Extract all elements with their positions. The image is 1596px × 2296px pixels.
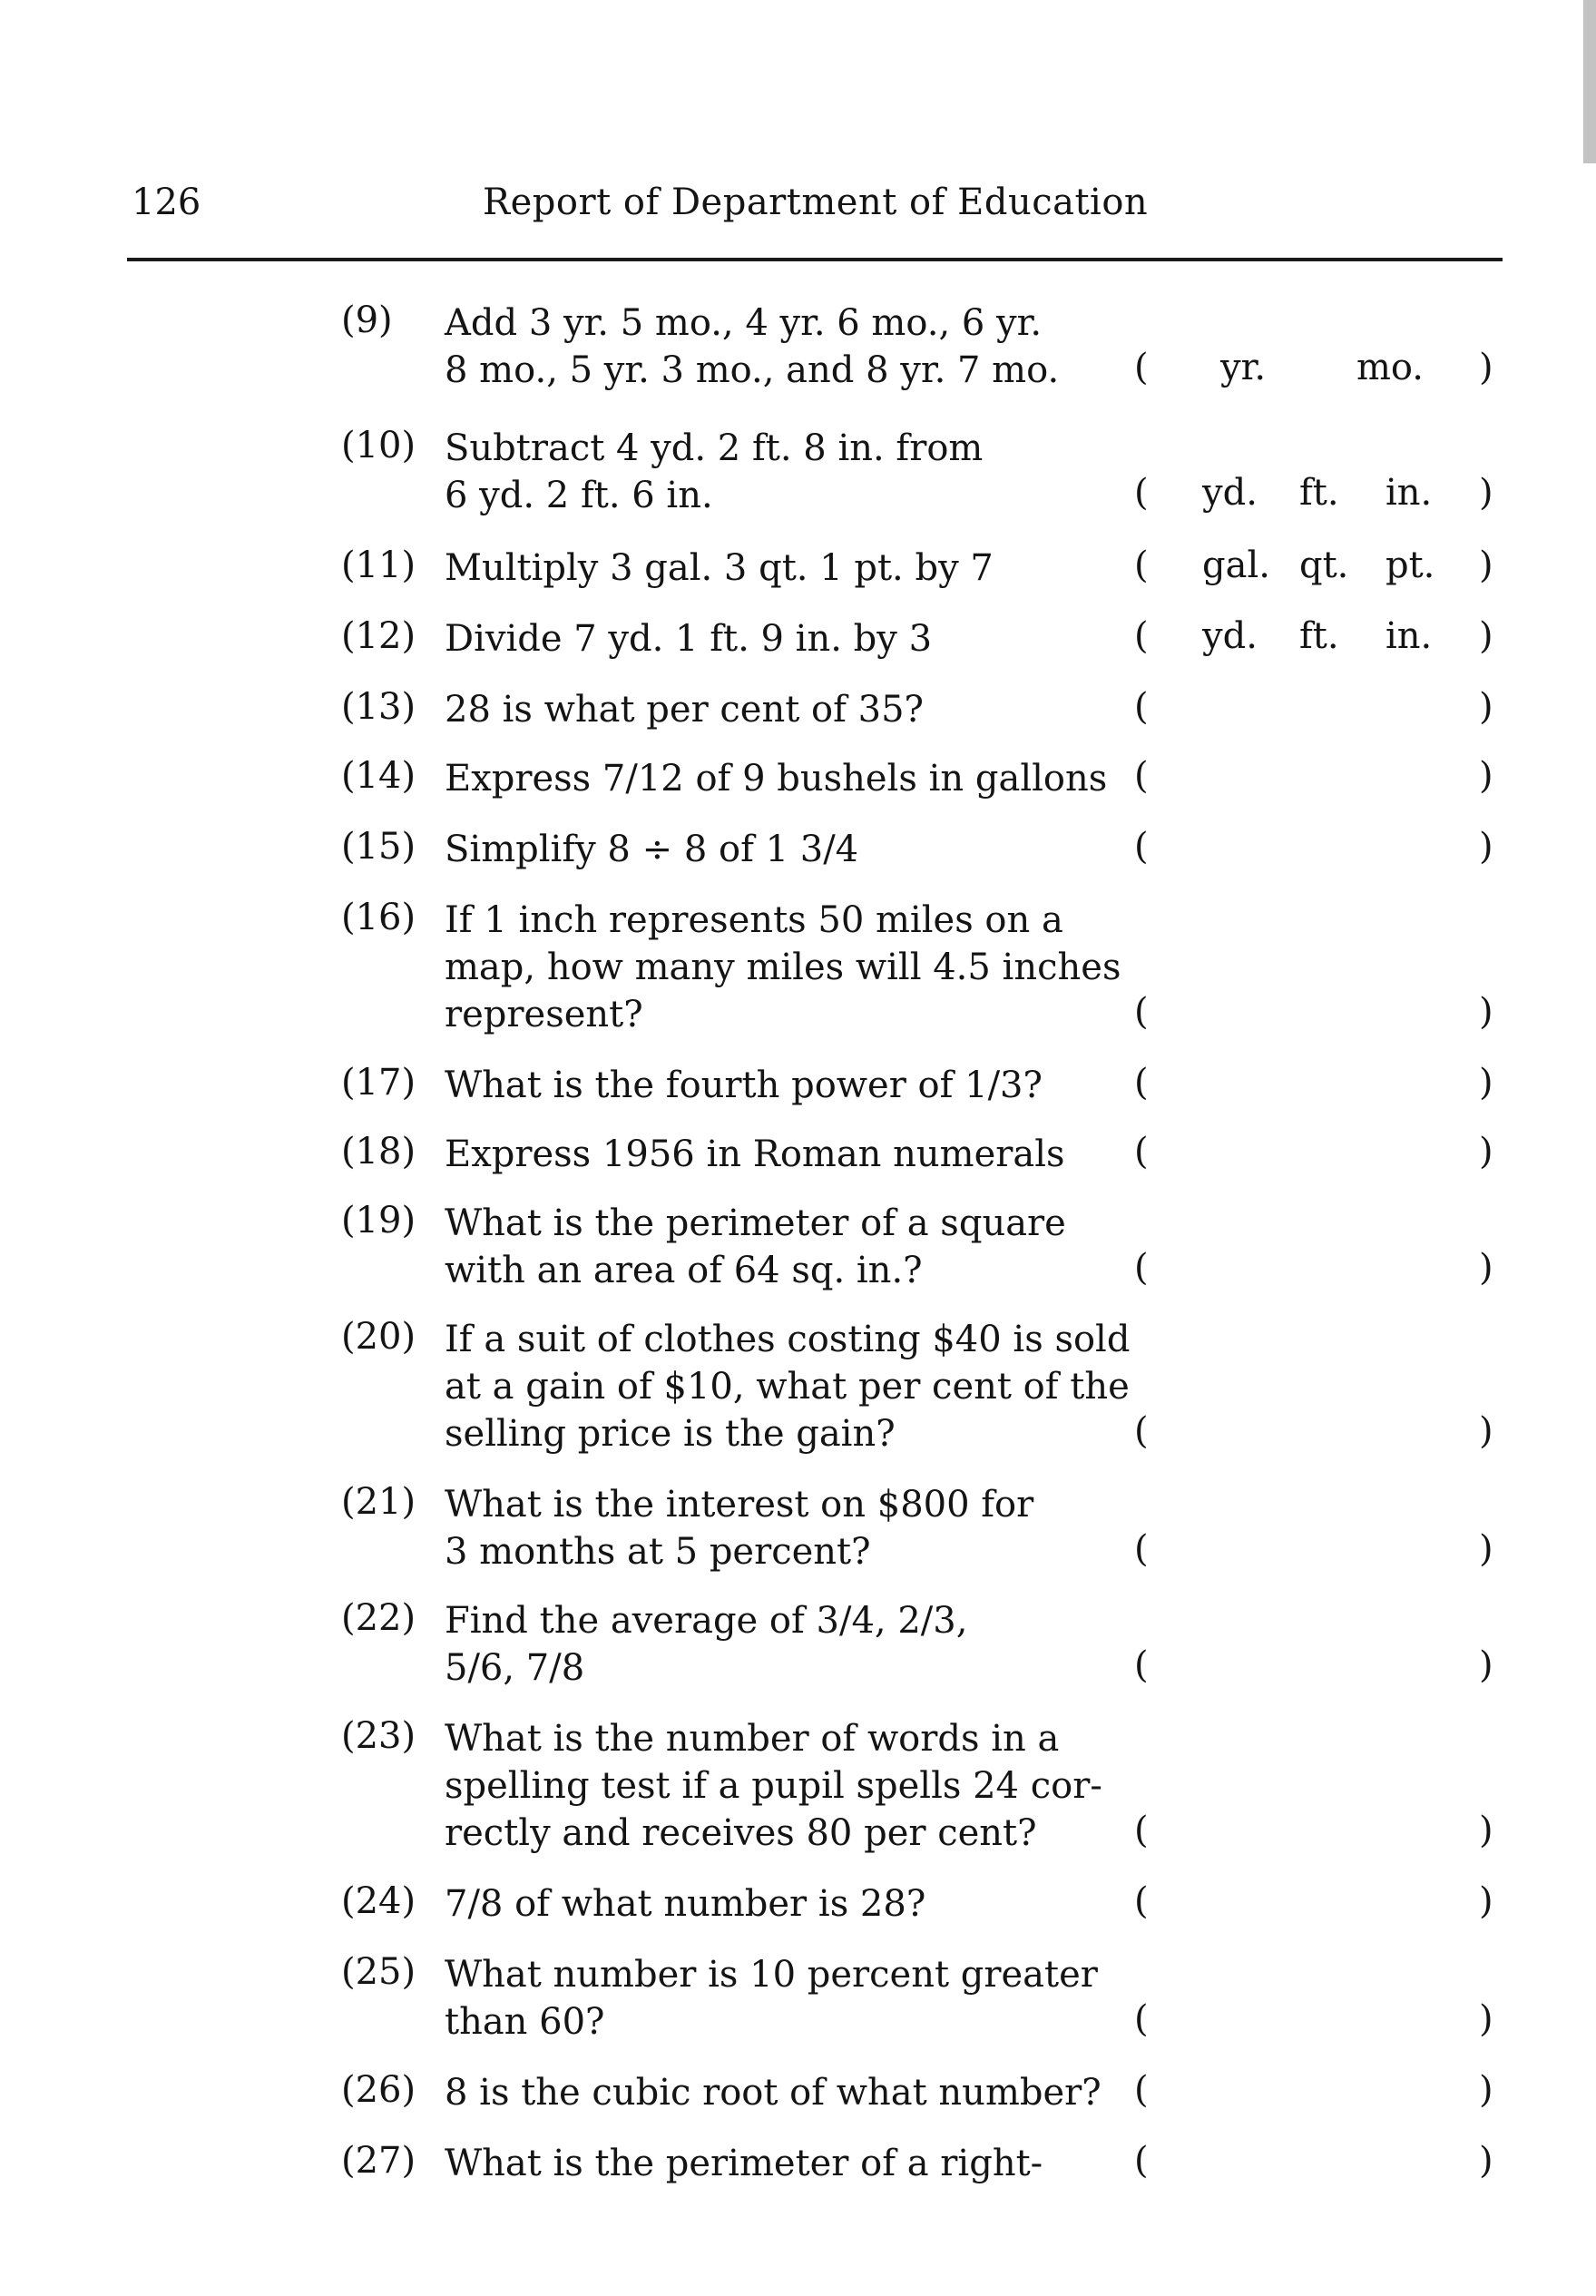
question-text-line: What is the interest on $800 for	[445, 1484, 1034, 1526]
answer-blank-close-paren: )	[1479, 1644, 1493, 1686]
answer-blank-open-paren: (	[1134, 826, 1149, 868]
answer-blank-open-paren: (	[1134, 1810, 1149, 1851]
answer-blank-open-paren: (	[1134, 1528, 1149, 1570]
answer-blank-open-paren: (	[1134, 615, 1149, 657]
question-text-line: Find the average of 3/4, 2/3,	[445, 1600, 968, 1642]
answer-unit-label: yd.	[1202, 615, 1258, 657]
question-number: (23)	[341, 1715, 416, 1757]
question-text-line: What is the perimeter of a square	[445, 1202, 1066, 1244]
answer-unit-label: ft.	[1299, 615, 1339, 657]
answer-blank-close-paren: )	[1479, 826, 1493, 868]
question-number: (16)	[341, 897, 416, 938]
answer-blank-open-paren: (	[1134, 472, 1149, 514]
question-number: (10)	[341, 425, 416, 466]
question-number: (15)	[341, 826, 416, 868]
answer-blank-close-paren: )	[1479, 1880, 1493, 1922]
question-text-line: Subtract 4 yd. 2 ft. 8 in. from	[445, 427, 984, 469]
answer-blank-open-paren: (	[1134, 347, 1149, 388]
answer-blank-open-paren: (	[1134, 1644, 1149, 1686]
answer-blank-open-paren: (	[1134, 1410, 1149, 1452]
answer-blank-close-paren: )	[1479, 686, 1493, 728]
question-text-line: If a suit of clothes costing $40 is sold	[445, 1319, 1131, 1360]
answer-blank-close-paren: )	[1479, 472, 1493, 514]
answer-unit-label: ft.	[1299, 472, 1339, 514]
answer-unit-label: in.	[1385, 615, 1433, 657]
question-text-line: represent?	[445, 994, 643, 1035]
answer-unit-label: in.	[1385, 472, 1433, 514]
question-text-line: What is the perimeter of a right-	[445, 2143, 1043, 2184]
answer-unit-label: yd.	[1202, 472, 1258, 514]
page-number: 126	[132, 182, 201, 223]
question-text-line: Add 3 yr. 5 mo., 4 yr. 6 mo., 6 yr.	[445, 302, 1043, 344]
question-text-line: If 1 inch represents 50 miles on a	[445, 899, 1063, 941]
answer-unit-label: gal.	[1202, 545, 1270, 586]
question-number: (27)	[341, 2140, 416, 2182]
question-number: (20)	[341, 1316, 416, 1358]
question-text-line: What is the number of words in a	[445, 1718, 1060, 1760]
question-text-line: map, how many miles will 4.5 inches	[445, 947, 1121, 988]
answer-blank-open-paren: (	[1134, 1998, 1149, 2040]
answer-blank-close-paren: )	[1479, 1247, 1493, 1289]
answer-blank-close-paren: )	[1479, 2140, 1493, 2182]
question-text-line: Multiply 3 gal. 3 qt. 1 pt. by 7	[445, 547, 994, 589]
question-text-line: Express 7/12 of 9 bushels in gallons	[445, 758, 1108, 800]
question-number: (12)	[341, 615, 416, 657]
answer-unit-label: yr.	[1220, 347, 1267, 388]
answer-blank-close-paren: )	[1479, 1062, 1493, 1104]
question-number: (14)	[341, 755, 416, 797]
answer-blank-close-paren: )	[1479, 2069, 1493, 2111]
question-number: (26)	[341, 2069, 416, 2111]
answer-blank-open-paren: (	[1134, 545, 1149, 586]
question-text-line: Express 1956 in Roman numerals	[445, 1133, 1065, 1175]
question-text-line: What is the fourth power of 1/3?	[445, 1065, 1043, 1106]
question-text-line: What number is 10 percent greater	[445, 1954, 1098, 1996]
question-text-line: than 60?	[445, 2001, 605, 2043]
answer-blank-close-paren: )	[1479, 347, 1493, 388]
answer-blank-close-paren: )	[1479, 1528, 1493, 1570]
answer-blank-open-paren: (	[1134, 755, 1149, 797]
question-text-line: 6 yd. 2 ft. 6 in.	[445, 475, 713, 516]
page-title: Report of Department of Education	[483, 182, 1149, 223]
question-text-line: rectly and receives 80 per cent?	[445, 1812, 1037, 1854]
question-text-line: Divide 7 yd. 1 ft. 9 in. by 3	[445, 618, 933, 660]
question-text-line: 8 is the cubic root of what number?	[445, 2072, 1102, 2114]
question-text-line: spelling test if a pupil spells 24 cor-	[445, 1765, 1102, 1807]
answer-blank-open-paren: (	[1134, 1247, 1149, 1289]
answer-blank-close-paren: )	[1479, 991, 1493, 1033]
answer-blank-open-paren: (	[1134, 2140, 1149, 2182]
answer-blank-open-paren: (	[1134, 1880, 1149, 1922]
page-edge-shadow	[1583, 0, 1596, 163]
question-number: (22)	[341, 1597, 416, 1639]
question-text-line: 5/6, 7/8	[445, 1647, 585, 1689]
question-number: (17)	[341, 1062, 416, 1104]
question-number: (11)	[341, 545, 416, 586]
answer-blank-close-paren: )	[1479, 1810, 1493, 1851]
question-text-line: 8 mo., 5 yr. 3 mo., and 8 yr. 7 mo.	[445, 349, 1060, 391]
question-text-line: 28 is what per cent of 35?	[445, 689, 924, 731]
answer-blank-close-paren: )	[1479, 545, 1493, 586]
answer-blank-close-paren: )	[1479, 615, 1493, 657]
question-text-line: with an area of 64 sq. in.?	[445, 1250, 923, 1291]
question-number: (19)	[341, 1200, 416, 1241]
answer-blank-open-paren: (	[1134, 1062, 1149, 1104]
answer-unit-label: pt.	[1385, 545, 1435, 586]
question-number: (18)	[341, 1131, 416, 1173]
question-number: (24)	[341, 1880, 416, 1922]
answer-blank-close-paren: )	[1479, 1998, 1493, 2040]
answer-blank-open-paren: (	[1134, 1131, 1149, 1173]
answer-blank-close-paren: )	[1479, 1131, 1493, 1173]
question-number: (25)	[341, 1951, 416, 1993]
question-text-line: 7/8 of what number is 28?	[445, 1883, 926, 1925]
question-text-line: selling price is the gain?	[445, 1413, 896, 1455]
header-rule	[127, 258, 1503, 261]
answer-blank-close-paren: )	[1479, 1410, 1493, 1452]
answer-blank-open-paren: (	[1134, 686, 1149, 728]
question-text-line: Simplify 8 ÷ 8 of 1 3/4	[445, 829, 859, 870]
answer-unit-label: qt.	[1299, 545, 1349, 586]
answer-blank-open-paren: (	[1134, 2069, 1149, 2111]
question-number: (21)	[341, 1481, 416, 1523]
question-number: (13)	[341, 686, 416, 728]
answer-blank-close-paren: )	[1479, 755, 1493, 797]
question-text-line: at a gain of $10, what per cent of the	[445, 1366, 1130, 1408]
answer-blank-open-paren: (	[1134, 991, 1149, 1033]
question-number: (9)	[341, 299, 393, 341]
answer-unit-label: mo.	[1356, 347, 1425, 388]
question-text-line: 3 months at 5 percent?	[445, 1531, 871, 1573]
